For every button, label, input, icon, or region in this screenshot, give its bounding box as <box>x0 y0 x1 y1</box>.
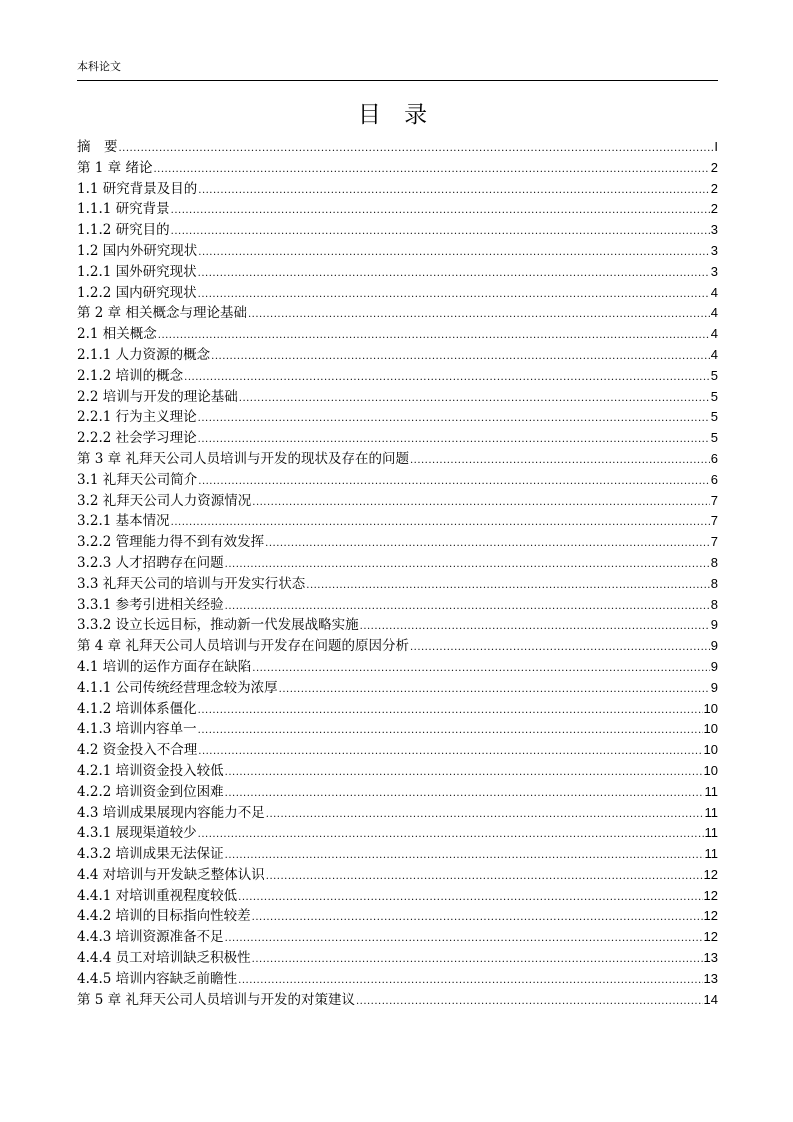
toc-entry[interactable] <box>77 511 718 532</box>
running-header: 本科论文 <box>77 60 121 73</box>
toc-dot-leader <box>225 763 703 784</box>
toc-entry-label: 2.2 培训与开发的理论基础 <box>77 388 238 405</box>
toc-entry-label: 4.1.1 公司传统经营理念较为浓厚 <box>77 679 278 696</box>
toc-entry-label: 4.4.4 员工对培训缺乏积极性 <box>77 950 251 967</box>
toc-dot-leader <box>225 555 710 576</box>
toc-entry-page-number: 3 <box>710 242 718 258</box>
toc-entry-label: 4.2.1 培训资金投入较低 <box>77 762 224 779</box>
toc-entry-label: 3.3 礼拜天公司的培训与开发实行状态 <box>77 575 306 592</box>
toc-entry[interactable] <box>77 823 718 844</box>
toc-dot-leader <box>198 430 710 451</box>
toc-dot-leader <box>225 784 704 805</box>
toc-entry-label: 4.4 对培训与开发缺乏整体认识 <box>77 866 265 883</box>
toc-entry[interactable] <box>77 491 718 512</box>
toc-entry-page-number: 2 <box>710 201 718 217</box>
toc-entry[interactable] <box>77 927 718 948</box>
toc-entry[interactable] <box>77 678 718 699</box>
toc-dot-leader <box>238 888 702 909</box>
toc-entry[interactable] <box>77 345 718 366</box>
toc-dot-leader <box>153 160 709 181</box>
toc-entry[interactable] <box>77 553 718 574</box>
toc-dot-leader <box>225 846 704 867</box>
toc-entry[interactable] <box>77 595 718 616</box>
toc-entry[interactable] <box>77 990 718 1011</box>
toc-entry-page-number: 3 <box>710 222 718 238</box>
toc-entry-page-number: 4 <box>710 346 718 362</box>
toc-entry-page-number: 8 <box>710 575 718 591</box>
toc-dot-leader <box>211 347 710 368</box>
toc-dot-leader <box>225 929 703 950</box>
toc-entry-page-number: 11 <box>704 804 718 820</box>
toc-entry-label: 4.2 资金投入不合理 <box>77 742 198 759</box>
toc-entry[interactable] <box>77 470 718 491</box>
toc-dot-leader <box>225 597 710 618</box>
toc-entry-page-number: 2 <box>710 159 718 175</box>
toc-entry[interactable] <box>77 657 718 678</box>
toc-entry-label: 1.1.2 研究目的 <box>77 222 170 239</box>
toc-entry[interactable] <box>77 761 718 782</box>
toc-entry[interactable] <box>77 699 718 720</box>
toc-entry[interactable] <box>77 886 718 907</box>
toc-dot-leader <box>198 701 703 722</box>
toc-entry-page-number: 13 <box>703 950 718 966</box>
toc-entry-label: 第 5 章 礼拜天公司人员培训与开发的对策建议 <box>77 991 355 1008</box>
toc-dot-leader <box>252 659 710 680</box>
toc-entry[interactable] <box>77 324 718 345</box>
table-of-contents <box>77 137 718 1010</box>
toc-entry[interactable] <box>77 719 718 740</box>
toc-dot-leader <box>266 867 703 888</box>
toc-entry-label: 2.1.2 培训的概念 <box>77 367 184 384</box>
toc-entry-label: 4.1.3 培训内容单一 <box>77 721 197 738</box>
toc-entry-page-number: 5 <box>710 388 718 404</box>
toc-dot-leader <box>198 409 710 430</box>
toc-entry-label: 2.2.1 行为主义理论 <box>77 409 197 426</box>
toc-dot-leader <box>198 243 710 264</box>
toc-entry-page-number: 10 <box>703 721 718 737</box>
toc-entry[interactable] <box>77 137 718 158</box>
toc-dot-leader <box>198 264 710 285</box>
toc-dot-leader <box>265 534 710 555</box>
toc-entry[interactable] <box>77 366 718 387</box>
toc-entry-label: 4.4.2 培训的目标指向性较差 <box>77 908 251 925</box>
toc-dot-leader <box>279 680 710 701</box>
toc-entry-page-number: 14 <box>703 991 718 1007</box>
toc-entry-label: 1.1.1 研究背景 <box>77 201 170 218</box>
toc-entry-page-number: I <box>714 139 718 154</box>
toc-dot-leader <box>356 992 703 1013</box>
toc-entry-label: 1.2.1 国外研究现状 <box>77 263 197 280</box>
toc-dot-leader <box>198 181 710 202</box>
toc-entry-page-number: 12 <box>703 866 718 882</box>
toc-entry-page-number: 9 <box>710 617 718 633</box>
toc-entry-label: 第 3 章 礼拜天公司人员培训与开发的现状及存在的问题 <box>77 450 409 467</box>
toc-entry-page-number: 6 <box>710 471 718 487</box>
toc-entry-label: 4.3.2 培训成果无法保证 <box>77 846 224 863</box>
toc-entry-page-number: 11 <box>704 846 718 862</box>
toc-entry[interactable] <box>77 220 718 241</box>
toc-dot-leader <box>119 139 714 160</box>
toc-entry-label: 1.2.2 国内研究现状 <box>77 284 197 301</box>
toc-entry[interactable] <box>77 407 718 428</box>
toc-dot-leader <box>410 638 710 659</box>
toc-entry-page-number: 10 <box>703 742 718 758</box>
toc-entry[interactable] <box>77 449 718 470</box>
toc-entry[interactable] <box>77 782 718 803</box>
toc-dot-leader <box>360 617 710 638</box>
toc-entry[interactable] <box>77 865 718 886</box>
toc-entry-label: 3.2 礼拜天公司人力资源情况 <box>77 492 252 509</box>
toc-entry-label: 4.4.3 培训资源准备不足 <box>77 929 224 946</box>
toc-dot-leader <box>198 721 703 742</box>
toc-entry-label: 4.4.1 对培训重视程度较低 <box>77 887 238 904</box>
toc-entry[interactable] <box>77 428 718 449</box>
toc-entry-page-number: 10 <box>703 700 718 716</box>
toc-entry-page-number: 11 <box>704 825 718 841</box>
toc-dot-leader <box>171 222 710 243</box>
toc-dot-leader <box>198 472 710 493</box>
toc-entry[interactable] <box>77 948 718 969</box>
toc-entry-label: 3.2.1 基本情况 <box>77 513 170 530</box>
toc-dot-leader <box>171 513 710 534</box>
toc-entry-label: 摘 要 <box>77 139 118 155</box>
toc-entry-page-number: 9 <box>710 638 718 654</box>
toc-entry-label: 3.2.3 人才招聘存在问题 <box>77 554 224 571</box>
toc-entry-page-number: 12 <box>703 908 718 924</box>
toc-entry-page-number: 7 <box>710 492 718 508</box>
toc-entry-page-number: 12 <box>703 887 718 903</box>
toc-entry[interactable] <box>77 740 718 761</box>
toc-entry-label: 4.3.1 展现渠道较少 <box>77 825 197 842</box>
toc-entry-label: 2.1.1 人力资源的概念 <box>77 346 211 363</box>
toc-entry[interactable] <box>77 574 718 595</box>
toc-entry-label: 3.3.2 设立长远目标，推动新一代发展战略实施 <box>77 617 359 634</box>
toc-dot-leader <box>171 201 710 222</box>
toc-dot-leader <box>252 950 703 971</box>
toc-entry-label: 3.1 礼拜天公司简介 <box>77 471 198 488</box>
toc-entry-label: 4.1 培训的运作方面存在缺陷 <box>77 658 252 675</box>
toc-dot-leader <box>266 805 704 826</box>
toc-entry-page-number: 8 <box>710 596 718 612</box>
toc-entry-page-number: 13 <box>703 970 718 986</box>
toc-entry-page-number: 8 <box>710 554 718 570</box>
toc-entry-page-number: 4 <box>710 284 718 300</box>
toc-entry-page-number: 2 <box>710 180 718 196</box>
toc-dot-leader <box>410 451 710 472</box>
toc-entry[interactable] <box>77 283 718 304</box>
toc-entry[interactable] <box>77 636 718 657</box>
toc-entry-label: 1.2 国内外研究现状 <box>77 242 198 259</box>
toc-entry-page-number: 3 <box>710 263 718 279</box>
toc-entry-label: 3.2.2 管理能力得不到有效发挥 <box>77 534 265 551</box>
toc-dot-leader <box>184 368 710 389</box>
toc-entry-label: 4.4.5 培训内容缺乏前瞻性 <box>77 970 238 987</box>
toc-entry-page-number: 5 <box>710 367 718 383</box>
toc-dot-leader <box>198 825 704 846</box>
toc-entry-page-number: 9 <box>710 658 718 674</box>
toc-dot-leader <box>158 326 710 347</box>
toc-entry[interactable] <box>77 532 718 553</box>
toc-entry[interactable] <box>77 387 718 408</box>
toc-entry-page-number: 12 <box>703 929 718 945</box>
toc-entry-page-number: 5 <box>710 409 718 425</box>
toc-entry-page-number: 6 <box>710 450 718 466</box>
toc-entry-page-number: 9 <box>710 679 718 695</box>
toc-entry-page-number: 5 <box>710 430 718 446</box>
toc-dot-leader <box>306 576 710 597</box>
toc-dot-leader <box>198 285 710 306</box>
toc-entry[interactable] <box>77 969 718 990</box>
toc-dot-leader <box>252 493 710 514</box>
page-title: 目 录 <box>357 102 436 128</box>
toc-dot-leader <box>252 908 703 929</box>
toc-entry[interactable] <box>77 906 718 927</box>
toc-entry-label: 第 4 章 礼拜天公司人员培训与开发存在问题的原因分析 <box>77 638 409 655</box>
toc-entry-label: 2.1 相关概念 <box>77 326 157 343</box>
header-divider <box>77 80 718 81</box>
toc-entry-label: 3.3.1 参考引进相关经验 <box>77 596 224 613</box>
toc-entry-label: 第 2 章 相关概念与理论基础 <box>77 305 247 322</box>
toc-entry-label: 4.1.2 培训体系僵化 <box>77 700 197 717</box>
toc-entry[interactable] <box>77 158 718 179</box>
toc-dot-leader <box>198 742 702 763</box>
toc-entry[interactable] <box>77 303 718 324</box>
toc-dot-leader <box>248 305 710 326</box>
toc-entry-page-number: 11 <box>704 783 718 799</box>
toc-entry-label: 4.2.2 培训资金到位困难 <box>77 783 224 800</box>
toc-entry-page-number: 7 <box>710 513 718 529</box>
toc-entry[interactable] <box>77 803 718 824</box>
toc-entry-label: 4.3 培训成果展现内容能力不足 <box>77 804 265 821</box>
toc-dot-leader <box>239 389 710 410</box>
toc-entry-page-number: 4 <box>710 305 718 321</box>
toc-entry[interactable] <box>77 615 718 636</box>
toc-entry-page-number: 4 <box>710 326 718 342</box>
toc-entry-label: 2.2.2 社会学习理论 <box>77 430 197 447</box>
toc-entry[interactable] <box>77 844 718 865</box>
toc-dot-leader <box>238 971 702 992</box>
toc-entry-page-number: 7 <box>710 534 718 550</box>
toc-entry-label: 1.1 研究背景及目的 <box>77 180 198 197</box>
toc-entry-page-number: 10 <box>703 762 718 778</box>
toc-entry[interactable] <box>77 199 718 220</box>
toc-entry-label: 第 1 章 绪论 <box>77 159 153 176</box>
toc-entry[interactable] <box>77 262 718 283</box>
toc-entry[interactable] <box>77 179 718 200</box>
toc-entry[interactable] <box>77 241 718 262</box>
